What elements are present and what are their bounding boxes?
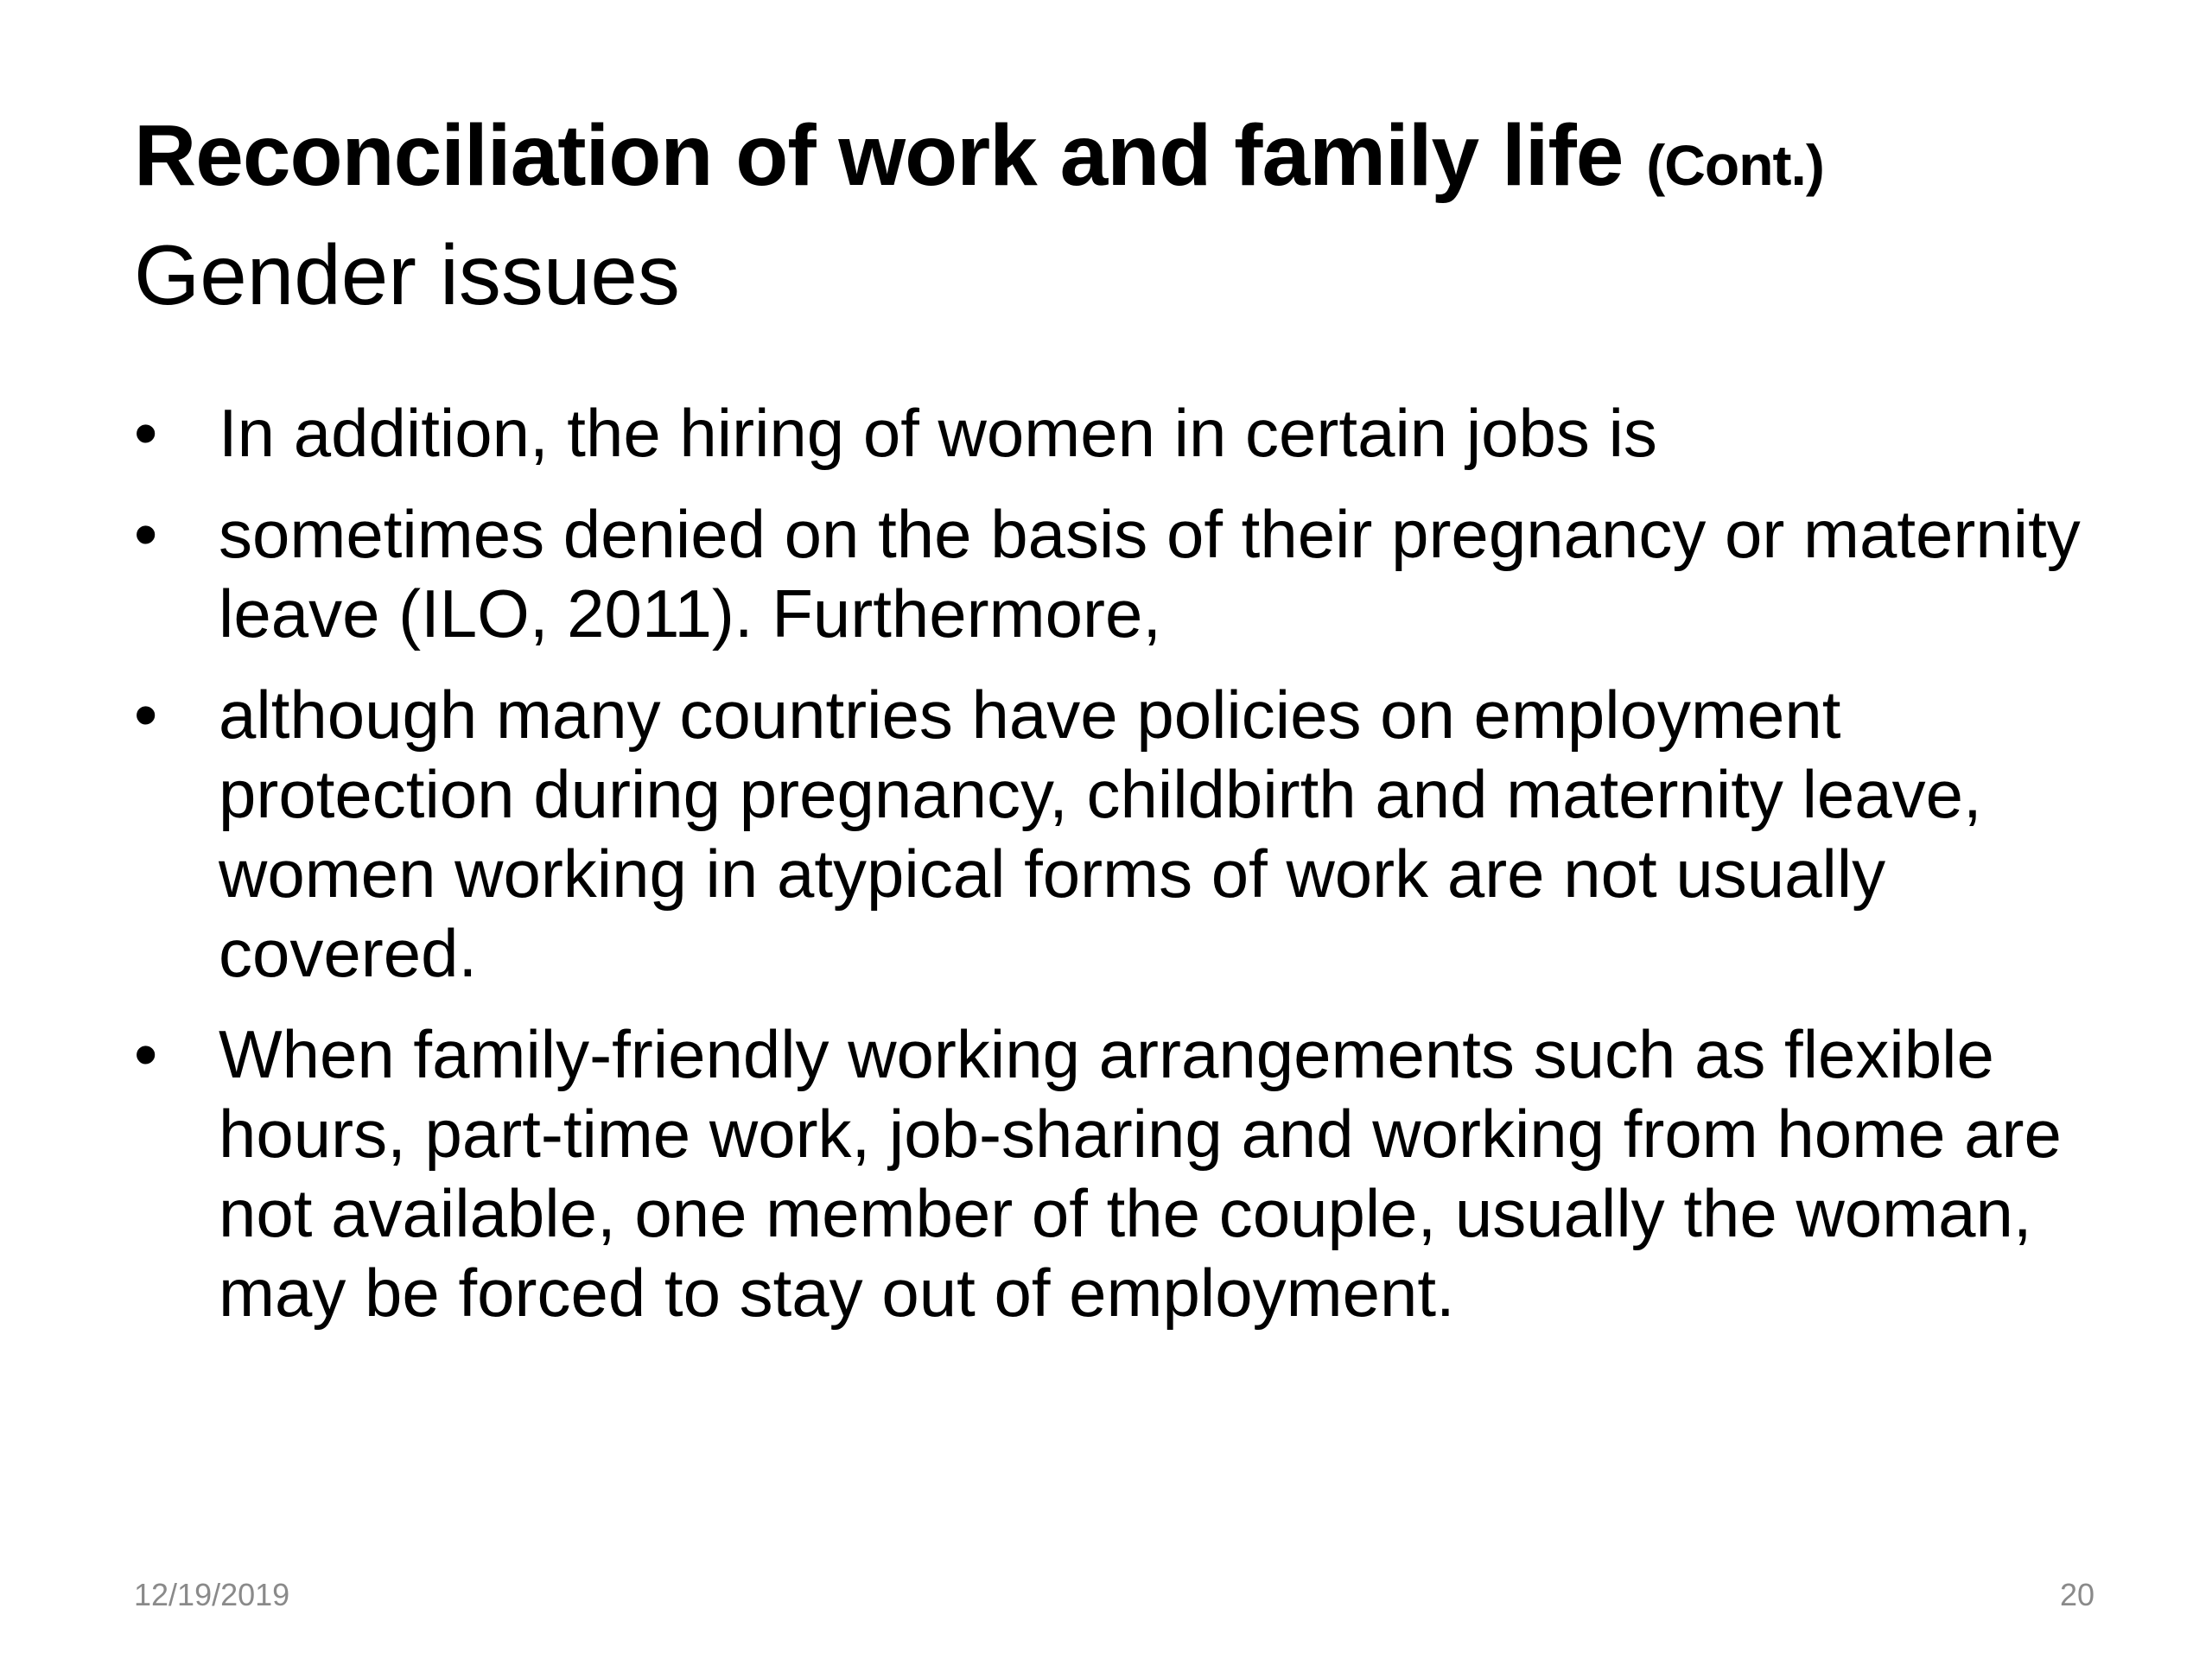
title-block: [134, 102, 2078, 331]
bullet-dot-icon: •: [134, 496, 158, 572]
bullet-text: In addition, the hiring of women in certain jobs is: [219, 395, 1657, 471]
bullet-list: [134, 393, 2113, 1354]
page-number: 20: [2059, 1577, 2094, 1612]
bullet-dot-icon: •: [134, 1016, 158, 1092]
slide-title-suffix: (Cont.): [1646, 133, 1824, 197]
bullet-item: [134, 1014, 2113, 1332]
slide-title-text: Reconciliation of work and family life: [134, 107, 1624, 204]
slide-title: [134, 102, 2078, 219]
bullet-text: although many countries have policies on employment protection during pregnancy, childbirth and maternity leave, women working in atypical forms of work are not usually covered.: [219, 677, 1982, 991]
slide-subtitle: Gender issues: [134, 227, 680, 322]
bullet-item: [134, 494, 2113, 653]
bullet-text: sometimes denied on the basis of their pregnancy or maternity leave (ILO, 2011). Furthermore,: [219, 496, 2081, 652]
bullet-text: When family-friendly working arrangements such as flexible hours, part-time work, job-sharing and working from home are not available, one member of the couple, usually the woman, may be forced to stay out of employment.: [219, 1016, 2062, 1331]
bullet-dot-icon: •: [134, 395, 158, 471]
bullet-item: [134, 675, 2113, 993]
footer-date: 12/19/2019: [134, 1577, 290, 1612]
bullet-item: [134, 393, 2113, 473]
bullet-dot-icon: •: [134, 677, 158, 753]
